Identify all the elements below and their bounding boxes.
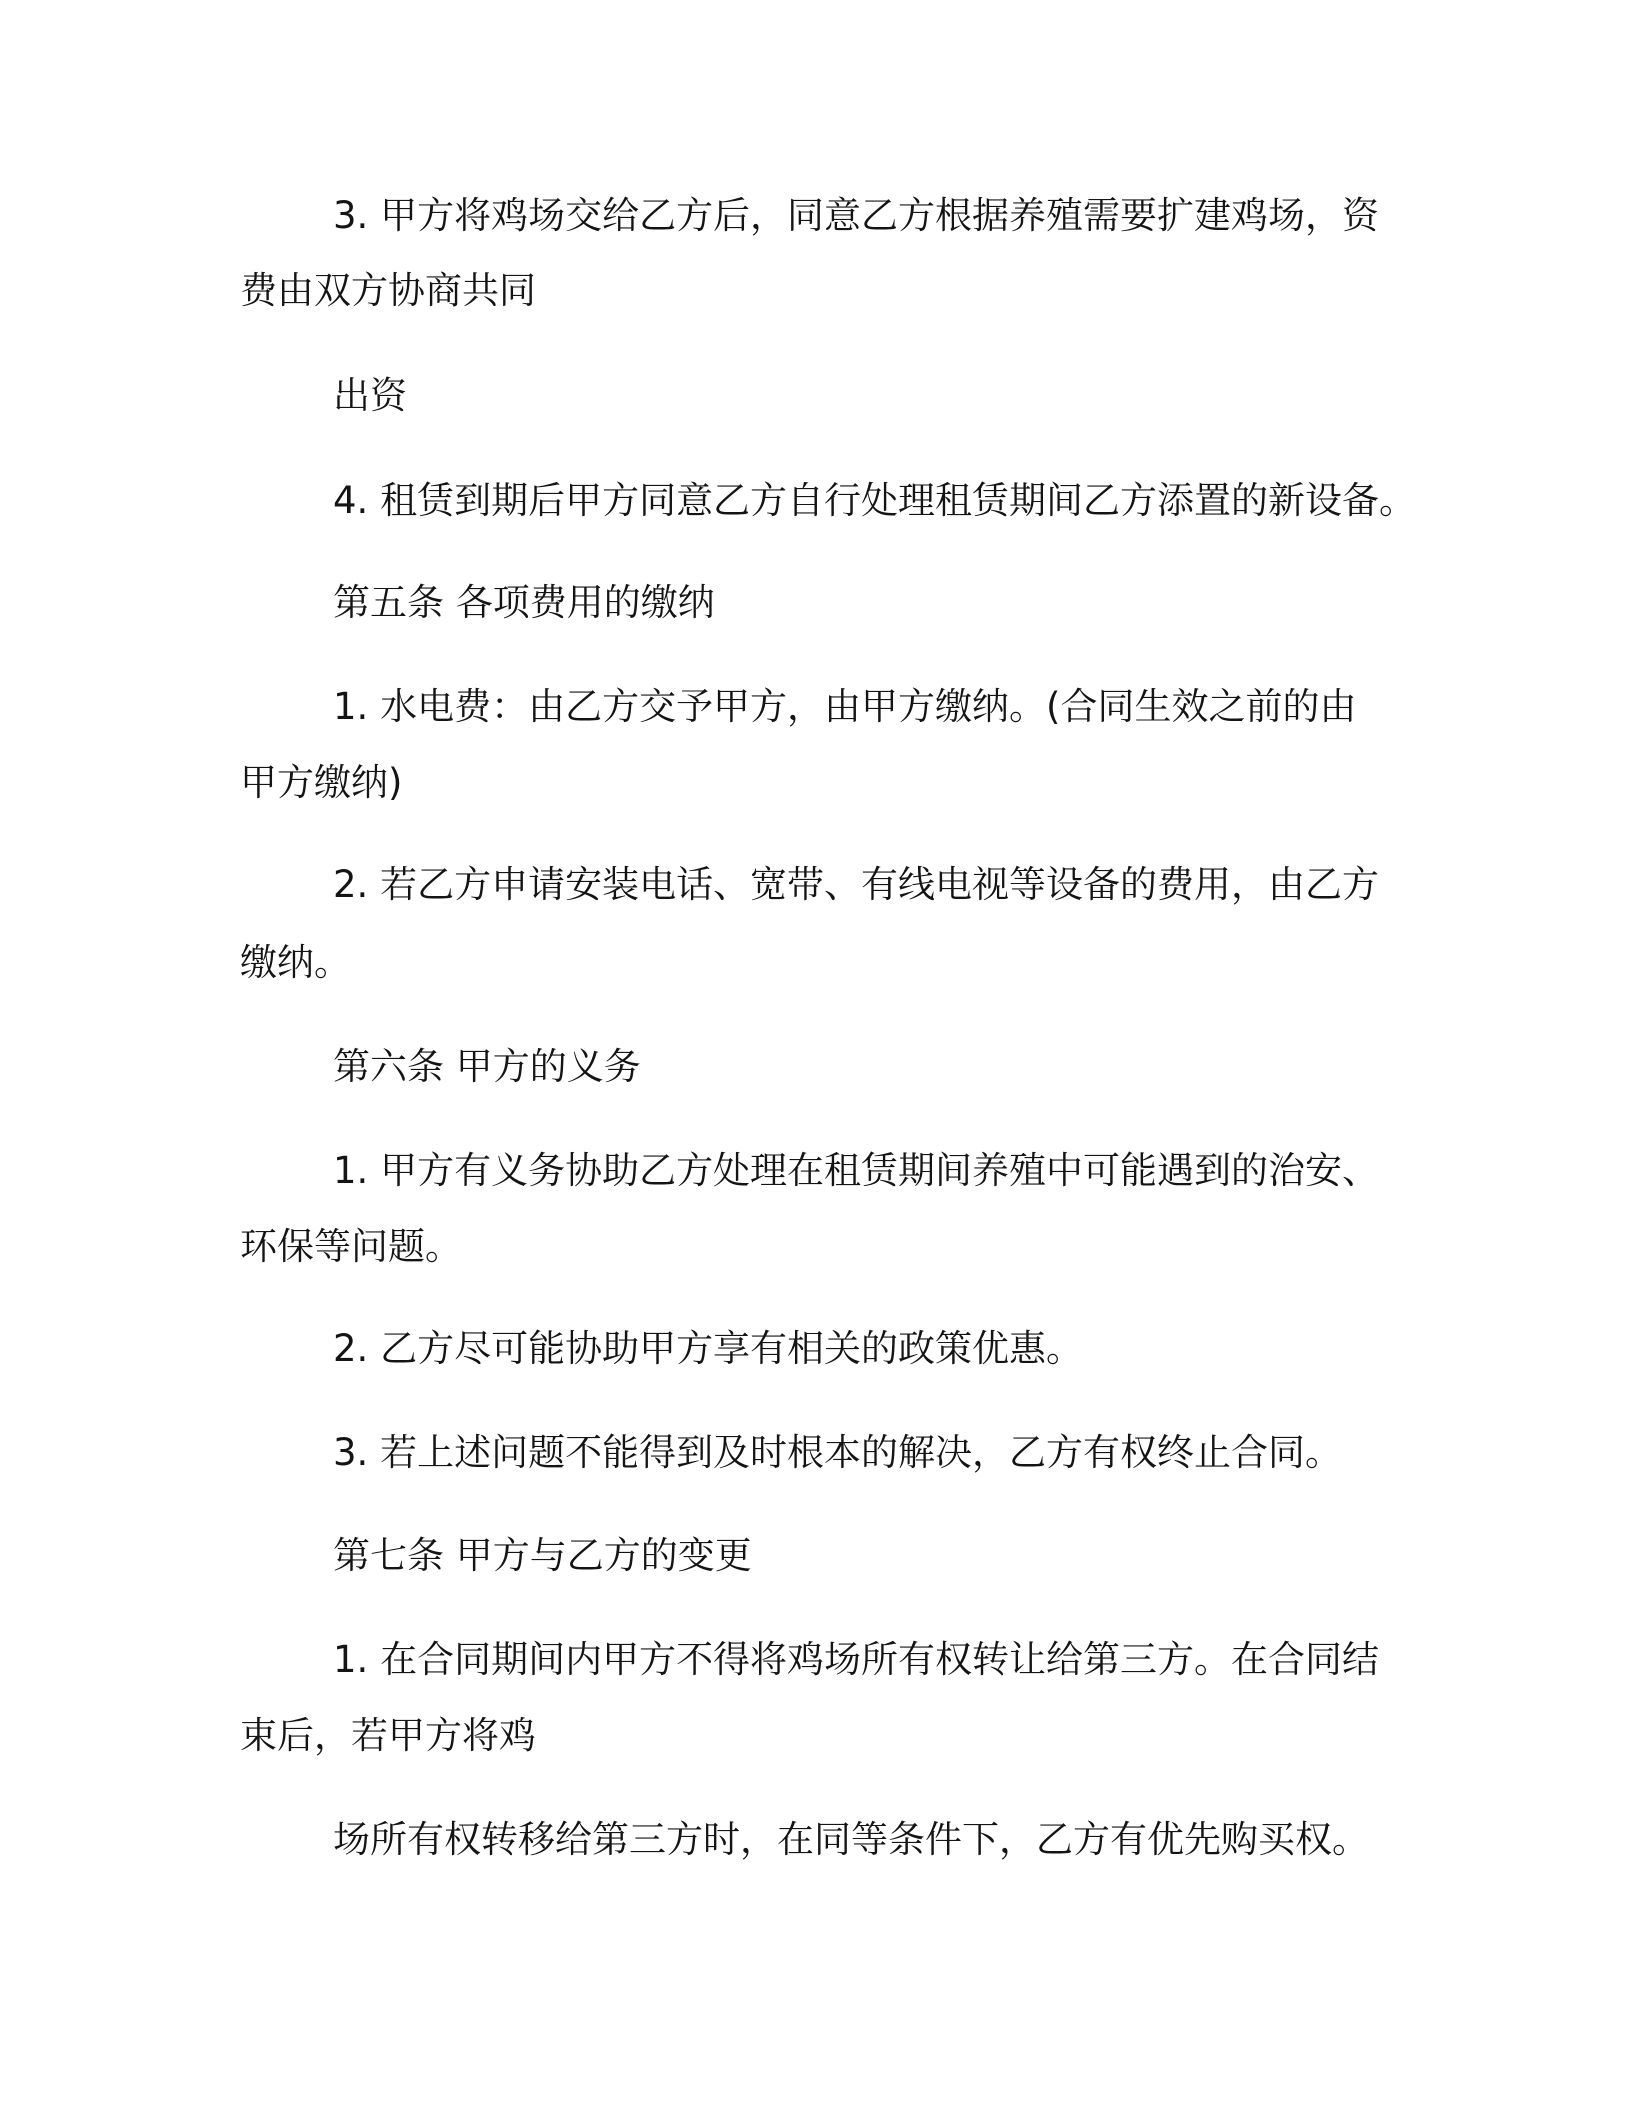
text-line: 甲方缴纳): [240, 761, 403, 804]
text-line: 出资: [333, 374, 407, 417]
text-line: 2. 乙方尽可能协助甲方享有相关的政策优惠。: [333, 1327, 1084, 1370]
text-line: 环保等问题。: [240, 1225, 462, 1268]
article-heading-text: 第六条 甲方的义务: [333, 1045, 641, 1088]
article-heading-text: 第五条 各项费用的缴纳: [333, 581, 715, 624]
text-line: 3. 若上述问题不能得到及时根本的解决，乙方有权终止合同。: [333, 1431, 1343, 1474]
text-line: 缴纳。: [240, 941, 351, 984]
text-line: 费由双方协商共同: [240, 269, 536, 312]
text-line: 3. 甲方将鸡场交给乙方后，同意乙方根据养殖需要扩建鸡场，资: [333, 194, 1380, 237]
text-line: 2. 若乙方申请安装电话、宽带、有线电视等设备的费用，由乙方: [333, 863, 1380, 906]
text-line: 场所有权转移给第三方时，在同等条件下，乙方有优先购买权。: [333, 1818, 1369, 1861]
text-line: 1. 甲方有义务协助乙方处理在租赁期间养殖中可能遇到的治安、: [333, 1149, 1380, 1192]
text-line: 束后，若甲方将鸡: [240, 1714, 536, 1757]
text-line: 1. 在合同期间内甲方不得将鸡场所有权转让给第三方。在合同结: [333, 1638, 1380, 1681]
text-line: 1. 水电费：由乙方交予甲方，由甲方缴纳。(合同生效之前的由: [333, 685, 1357, 728]
article-heading-text: 第七条 甲方与乙方的变更: [333, 1534, 752, 1577]
text-line: 4. 租赁到期后甲方同意乙方自行处理租赁期间乙方添置的新设备。: [333, 479, 1417, 522]
